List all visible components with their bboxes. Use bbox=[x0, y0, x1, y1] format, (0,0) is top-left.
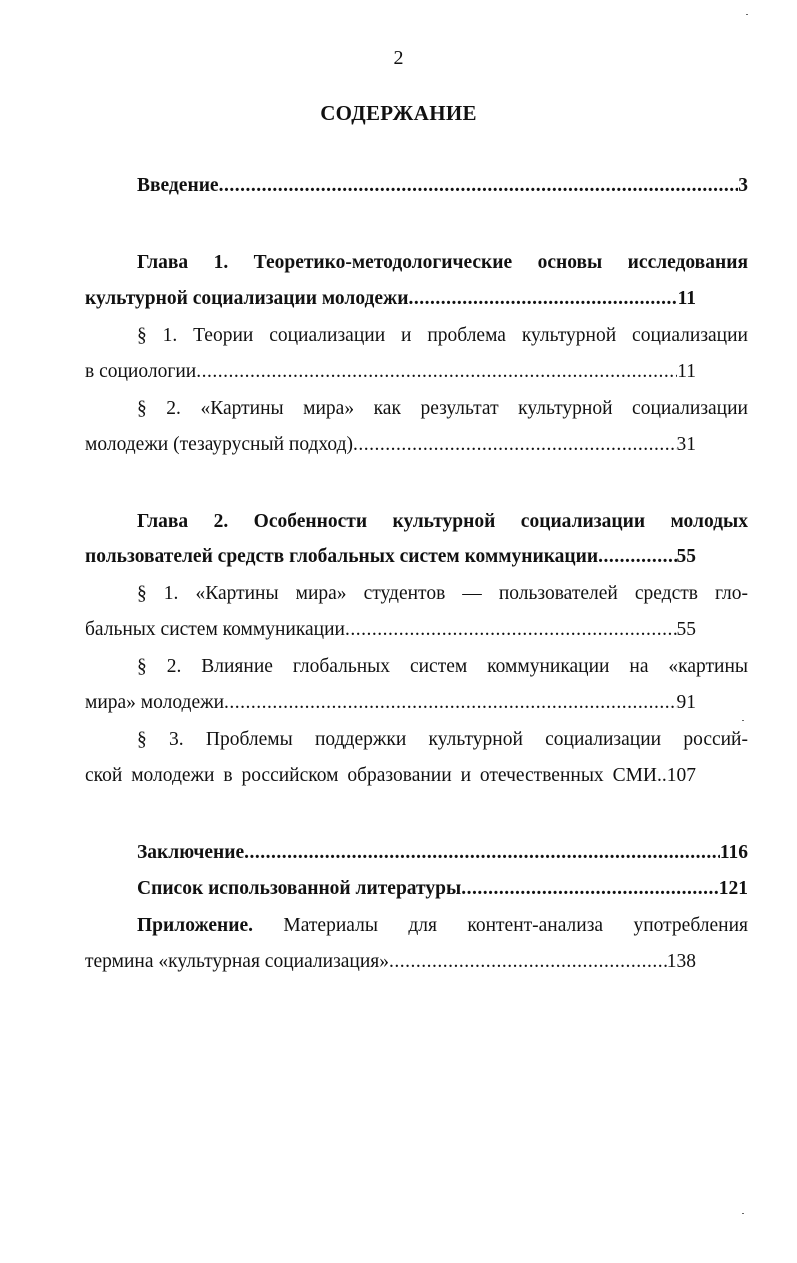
page-title: СОДЕРЖАНИЕ bbox=[320, 101, 477, 125]
toc-label: Список использованной литературы bbox=[137, 878, 462, 899]
scan-speck bbox=[746, 14, 748, 15]
toc-appendix-label: Приложение. bbox=[137, 915, 253, 936]
toc-label: пользователей средств глобальных систем коммуникации bbox=[85, 546, 599, 567]
toc-page: 55 bbox=[676, 619, 696, 640]
toc-appendix-line1[interactable] bbox=[85, 911, 748, 941]
toc-page: 138 bbox=[666, 951, 696, 972]
toc-entry-conclusion[interactable] bbox=[85, 838, 748, 868]
toc-ch2-section1-line2[interactable] bbox=[85, 615, 696, 645]
toc-ch2-section1-line1[interactable]: § 1. «Картины мира» студентов — пользователей средств гло- bbox=[137, 583, 748, 604]
toc-ch1-section2-line2[interactable] bbox=[85, 430, 696, 460]
toc-entry-intro[interactable] bbox=[85, 171, 748, 201]
toc-label: Заключение bbox=[137, 842, 245, 863]
toc-page: 31 bbox=[676, 434, 696, 455]
toc-label: культурной социализации молодежи bbox=[85, 288, 409, 309]
toc-ch1-section2-line1[interactable]: § 2. «Картины мира» как результат культурной социализации bbox=[137, 398, 748, 419]
toc-label: мира» молодежи bbox=[85, 692, 225, 713]
toc-label: термина «культурная социализация» bbox=[85, 951, 390, 972]
toc-label: молодежи (тезаурусный подход) bbox=[85, 434, 354, 455]
toc-appendix-line2[interactable] bbox=[85, 947, 696, 977]
toc-ch2-section2-line1[interactable]: § 2. Влияние глобальных систем коммуникации на «картины bbox=[137, 656, 748, 677]
toc-chapter1-title-line1[interactable]: Глава 1. Теоретико-методологические основы исследования bbox=[137, 252, 748, 273]
toc-ch2-section3-line2[interactable]: ской молодежи в российском образовании и отечественных СМИ..107 bbox=[85, 765, 696, 786]
toc-chapter1-title-line2[interactable] bbox=[85, 284, 696, 314]
toc-page: 91 bbox=[676, 692, 696, 713]
toc-ch1-section1-line1[interactable]: § 1. Теории социализации и проблема культурной социализации bbox=[137, 325, 748, 346]
toc-page: 55 bbox=[676, 546, 696, 567]
toc-page: 116 bbox=[719, 842, 748, 863]
toc-page: 121 bbox=[718, 878, 748, 899]
toc-chapter2-title-line1[interactable]: Глава 2. Особенности культурной социализации молодых bbox=[137, 511, 748, 532]
toc-page: 3 bbox=[738, 175, 748, 196]
toc-ch2-section3-line1[interactable]: § 3. Проблемы поддержки культурной социализации россий- bbox=[137, 729, 748, 750]
toc-ch1-section1-line2[interactable] bbox=[85, 357, 696, 387]
toc-page: 11 bbox=[677, 288, 696, 309]
scan-speck bbox=[742, 1213, 744, 1214]
toc-entry-references[interactable] bbox=[85, 874, 748, 904]
toc-label: бальных систем коммуникации bbox=[85, 619, 345, 640]
toc-chapter2-title-line2[interactable] bbox=[85, 542, 696, 572]
toc-label: в социологии bbox=[85, 361, 197, 382]
toc-label: Введение bbox=[137, 175, 219, 196]
toc-appendix-text: Материалы для контент-анализа употребления bbox=[283, 915, 748, 936]
toc-ch2-section2-line2[interactable] bbox=[85, 688, 696, 718]
page-number: 2 bbox=[393, 47, 404, 69]
toc-page: 11 bbox=[677, 361, 696, 382]
scan-speck bbox=[742, 720, 744, 721]
